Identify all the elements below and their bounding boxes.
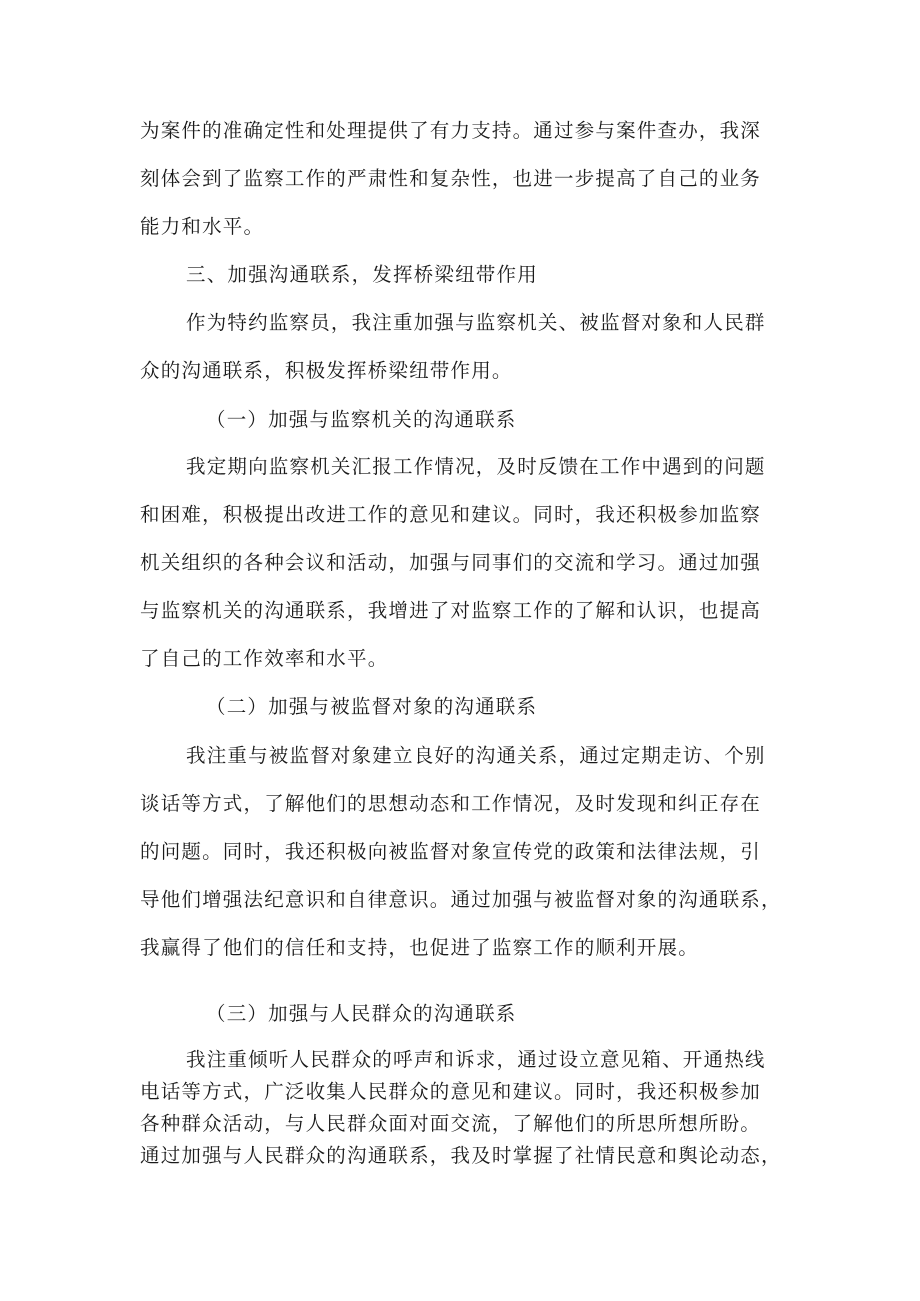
text-line: 众的沟通联系，积极发挥桥梁纽带作用。 — [140, 359, 513, 382]
text-line: 我定期向监察机关汇报工作情况，及时反馈在工作中遇到的问题 — [186, 455, 766, 478]
text-line: 电话等方式，广泛收集人民群众的意见和建议。同时，我还积极参加 — [140, 1080, 762, 1103]
text-line: 我注重倾听人民群众的呼声和诉求，通过设立意见箱、开通热线 — [186, 1048, 766, 1071]
text-line: 谈话等方式，了解他们的思想动态和工作情况，及时发现和纠正存在 — [140, 792, 762, 815]
paragraph-public — [140, 1044, 785, 1172]
text-line: 的问题。同时，我还积极向被监督对象宣传党的政策和法律法规，引 — [140, 840, 762, 863]
heading-text: （一）加强与监察机关的沟通联系 — [206, 408, 517, 431]
text-line: 为案件的准确定性和处理提供了有力支持。通过参与案件查办，我深 — [140, 119, 762, 142]
text-line: 导他们增强法纪意识和自律意识。通过加强与被监督对象的沟通联系， — [140, 888, 782, 911]
text-line: 我赢得了他们的信任和支持，也促进了监察工作的顺利开展。 — [140, 936, 699, 959]
text-line: 和困难，积极提出改进工作的意见和建议。同时，我还积极参加监察 — [140, 503, 762, 526]
paragraph-intro — [140, 299, 785, 395]
text-line: 我注重与被监督对象建立良好的沟通关系，通过定期走访、个别 — [186, 744, 766, 767]
section-heading-3 — [140, 251, 785, 299]
text-line: 作为特约监察员，我注重加强与监察机关、被监督对象和人民群 — [186, 311, 766, 334]
heading-text: （二）加强与被监督对象的沟通联系 — [206, 695, 538, 718]
text-line: 各种群众活动，与人民群众面对面交流，了解他们的所思所想所盼。 — [140, 1112, 762, 1135]
text-line: 机关组织的各种会议和活动，加强与同事们的交流和学习。通过加强 — [140, 551, 762, 574]
paragraph-supervised-objects — [140, 732, 785, 972]
heading-text: （三）加强与人民群众的沟通联系 — [206, 1002, 517, 1025]
paragraph-supervisory-organ — [140, 443, 785, 683]
text-line: 通过加强与人民群众的沟通联系，我及时掌握了社情民意和舆论动态， — [140, 1144, 782, 1167]
text-line: 刻体会到了监察工作的严肃性和复杂性，也进一步提高了自己的业务 — [140, 167, 762, 190]
subsection-heading-3 — [140, 990, 785, 1038]
text-line: 与监察机关的沟通联系，我增进了对监察工作的了解和认识，也提高 — [140, 599, 762, 622]
text-line: 能力和水平。 — [140, 215, 265, 238]
paragraph-case-support — [140, 107, 785, 251]
subsection-heading-2 — [140, 683, 785, 731]
heading-text: 三、加强沟通联系，发挥桥梁纽带作用 — [186, 263, 538, 286]
subsection-heading-1 — [140, 396, 785, 444]
text-line: 了自己的工作效率和水平。 — [140, 647, 389, 670]
